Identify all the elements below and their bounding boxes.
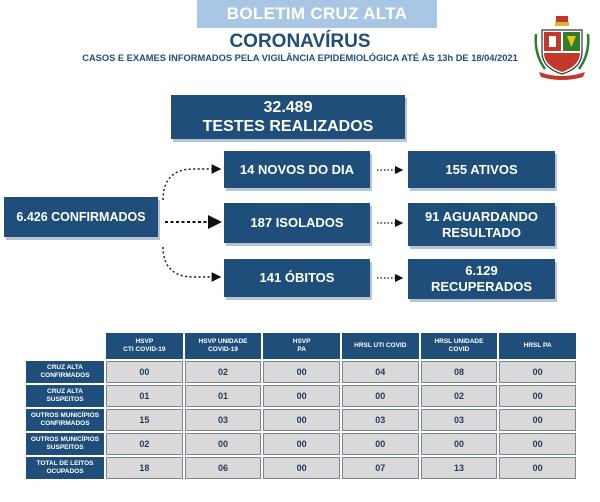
table-cell: 03	[421, 409, 498, 431]
column-header	[185, 333, 262, 359]
table-cell: 18	[106, 457, 183, 479]
row-header-line: CRUZ ALTA	[47, 363, 83, 371]
row-header	[26, 361, 104, 383]
table-cell: 07	[342, 457, 419, 479]
recovered-box	[408, 259, 555, 299]
row-header-line: OCUPADOS	[46, 468, 84, 475]
confirmed-box	[4, 197, 158, 237]
row-header-line: CRUZ ALTA	[47, 387, 83, 395]
table-cell: 00	[499, 433, 576, 455]
arrow-to-new-cases	[163, 169, 220, 200]
table-row	[26, 409, 576, 431]
table-cell: 00	[263, 361, 340, 383]
table-cell: 00	[106, 361, 183, 383]
table-header-row	[26, 333, 576, 359]
column-header	[342, 333, 419, 359]
new-cases-label: 14 NOVOS DO DIA	[239, 161, 355, 177]
deaths-label: 141 ÓBITOS	[259, 270, 335, 286]
beds-table	[24, 331, 578, 481]
table-corner	[26, 333, 104, 359]
row-header-line: SUSPEITOS	[46, 444, 84, 451]
coat-of-arms-icon	[533, 14, 591, 80]
tests-box	[171, 95, 405, 139]
tests-value: 32.489	[263, 98, 313, 116]
awaiting-line1: 91 AGUARDANDO	[425, 208, 538, 224]
column-header	[421, 333, 498, 359]
page-subtitle: CORONAVÍRUS	[229, 31, 371, 52]
row-header-line: OUTROS MUNICÍPIOS	[30, 411, 100, 419]
table-cell: 00	[499, 409, 576, 431]
row-header-line: TOTAL DE LEITOS	[36, 459, 94, 467]
table-cell: 00	[342, 433, 419, 455]
table-cell: 00	[499, 385, 576, 407]
table-cell: 00	[499, 457, 576, 479]
column-header-line1: HSVP	[135, 337, 154, 345]
table-cell: 00	[421, 433, 498, 455]
column-header-line2: COVID	[448, 346, 470, 353]
table-cell: 03	[342, 409, 419, 431]
column-header-line2: PA	[297, 346, 306, 353]
table-cell: 00	[263, 409, 340, 431]
row-header-line: CONFIRMADOS	[40, 420, 90, 427]
confirmed-label: 6.426 CONFIRMADOS	[16, 209, 146, 224]
new-cases-box	[224, 151, 370, 188]
recovered-line2: RECUPERADOS	[430, 279, 533, 294]
column-header	[263, 333, 340, 359]
awaiting-line2: RESULTADO	[442, 224, 521, 240]
column-header-line1: HSVP UNIDADE	[198, 337, 248, 345]
row-header	[26, 409, 104, 431]
table-row	[26, 385, 576, 407]
column-header-line1: HRSL PA	[523, 341, 552, 349]
bulletin-title: BOLETIM CRUZ ALTA	[197, 0, 437, 28]
table-cell: 00	[263, 457, 340, 479]
active-box	[408, 151, 555, 188]
isolated-label: 187 ISOLADOS	[250, 215, 344, 231]
table-cell: 01	[185, 385, 262, 407]
row-header-line: OUTROS MUNICÍPIOS	[30, 435, 100, 443]
isolated-box	[224, 203, 370, 243]
tests-label: TESTES REALIZADOS	[202, 118, 374, 135]
table-row	[26, 433, 576, 455]
table-cell: 02	[421, 385, 498, 407]
table-cell: 06	[185, 457, 262, 479]
table-cell: 00	[185, 433, 262, 455]
column-header-line2: CTI COVID-19	[123, 346, 166, 353]
row-header-line: CONFIRMADOS	[40, 372, 90, 379]
table-row	[26, 361, 576, 383]
column-header	[106, 333, 183, 359]
arrow-to-deaths	[163, 247, 220, 277]
table-cell: 08	[421, 361, 498, 383]
table-cell: 01	[106, 385, 183, 407]
column-header-line1: HSVP	[292, 337, 311, 345]
table-cell: 13	[421, 457, 498, 479]
awaiting-box	[408, 203, 555, 246]
table-cell: 15	[106, 409, 183, 431]
column-header-line1: HRSL UTI COVID	[354, 341, 407, 349]
table-cell: 00	[263, 385, 340, 407]
table-cell: 02	[106, 433, 183, 455]
report-info: CASOS E EXAMES INFORMADOS PELA VIGILÂNCIA EPIDEMIOLÓGICA ATÉ ÀS 13h DE 18/04/2021	[82, 53, 518, 63]
table-row	[26, 457, 576, 479]
deaths-box	[224, 259, 370, 297]
row-header-line: SUSPEITOS	[46, 396, 84, 403]
table-body	[26, 361, 576, 479]
row-header	[26, 385, 104, 407]
table-cell: 00	[342, 385, 419, 407]
recovered-line1: 6.129	[465, 263, 498, 279]
table-cell: 03	[185, 409, 262, 431]
table-cell: 00	[499, 361, 576, 383]
table-cell: 00	[263, 433, 340, 455]
active-label: 155 ATIVOS	[445, 161, 518, 177]
table-cell: 02	[185, 361, 262, 383]
column-header	[499, 333, 576, 359]
row-header	[26, 433, 104, 455]
column-header-line2: COVID-19	[207, 346, 238, 353]
table-cell: 04	[342, 361, 419, 383]
column-header-line1: HRSL UNIDADE	[434, 337, 484, 345]
row-header	[26, 457, 104, 479]
